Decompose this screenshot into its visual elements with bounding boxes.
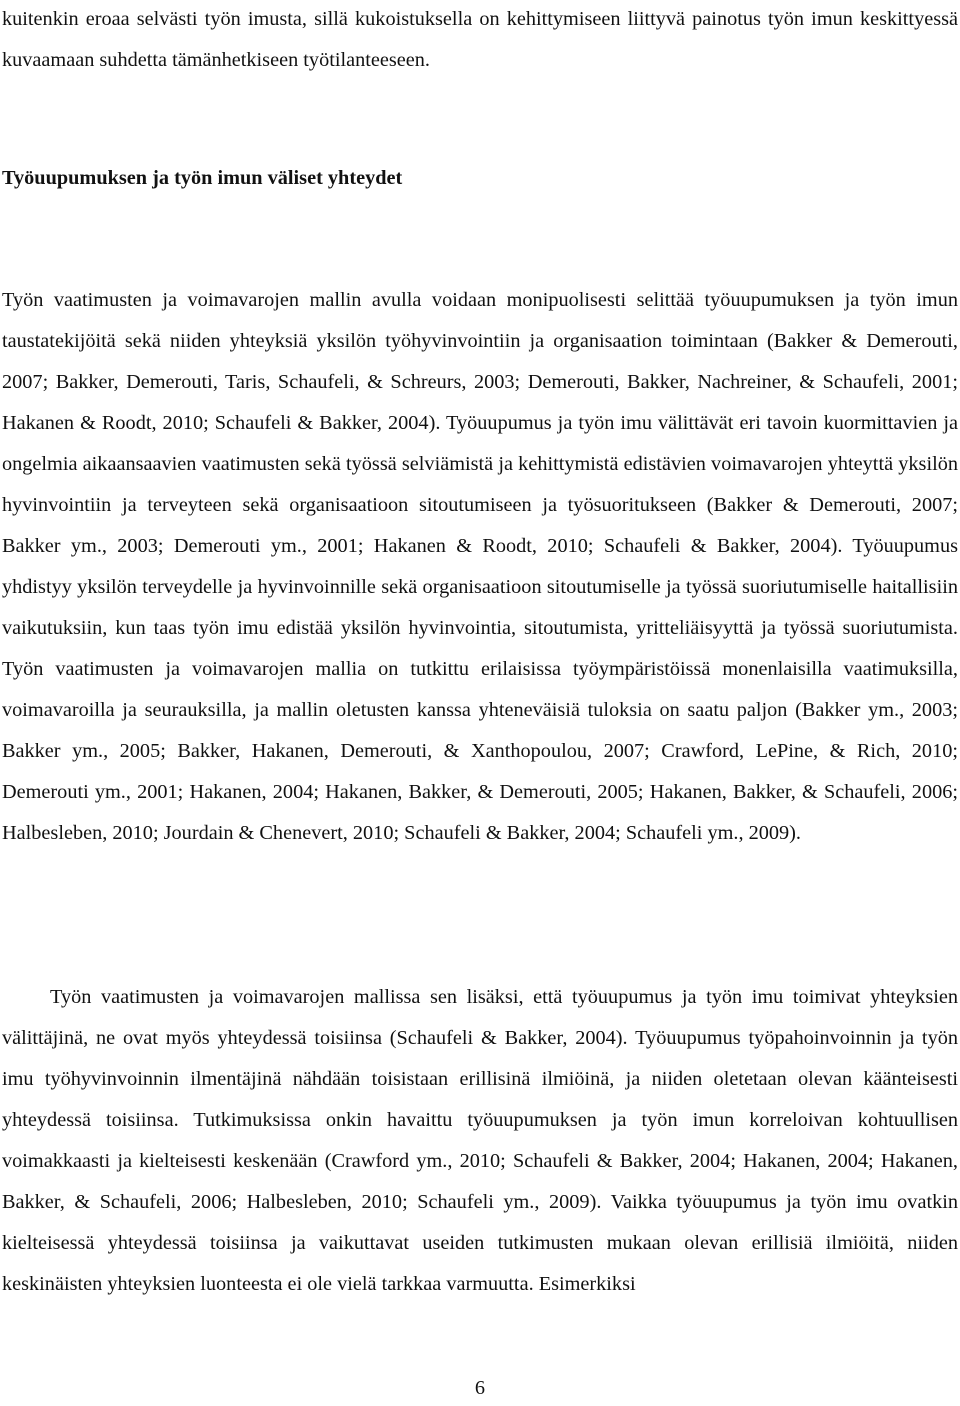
continued-paragraph: kuitenkin eroaa selvästi työn imusta, sillä kukoistuksella on kehittymiseen liittyvä painotus työn imun keskittyessä kuvaamaan suhdetta tämänhetkiseen työtilanteeseen. [2, 8, 958, 71]
page-number: 6 [474, 1377, 486, 1399]
body-paragraph-2: Työn vaatimusten ja voimavarojen mallissa sen lisäksi, että työuupumus ja työn imu toimivat yhteyksien välittäjinä, ne ovat myös yhteydessä toisiinsa (Schaufeli & Bakker, 2004). Työuupumus työpahoinvoinnin ja työn imu työhyvinvoinnin ilmentäjinä nähdään toisistaan erillisinä ilmiöinä, ja niiden oletetaan olevan käänteisesti yhteydessä toisiinsa. Tutkimuksissa onkin havaittu työuupumuksen ja työn imun korreloivan kohtuullisen voimakkaasti ja kielteisesti keskenään (Crawford ym., 2010; Schaufeli & Bakker, 2004; Hakanen, 2004; Hakanen, Bakker, & Schaufeli, 2006; Halbesleben, 2010; Schaufeli ym., 2009). Vaikka työuupumus ja työn imu ovatkin kielteisessä yhteydessä toisiinsa ja vaikuttavat useiden tutkimusten mukaan olevan erillisiä ilmiöitä, niiden keskinäisten yhteyksien luonteesta ei ole vielä tarkkaa varmuutta. Esimerkiksi [2, 986, 958, 1295]
body-paragraph-1: Työn vaatimusten ja voimavarojen mallin avulla voidaan monipuolisesti selittää työuupumuksen ja työn imun taustatekijöitä sekä niiden yhteyksiä yksilön työhyvinvointiin ja organisaation toimintaan (Bakker & Demerouti, 2007; Bakker, Demerouti, Taris, Schaufeli, & Schreurs, 2003; Demerouti, Bakker, Nachreiner, & Schaufeli, 2001; Hakanen & Roodt, 2010; Schaufeli & Bakker, 2004). Työuupumus ja työn imu välittävät eri tavoin kuormittavien ja ongelmia aikaansaavien vaatimusten sekä työssä selviämistä ja kehittymistä edistävien voimavarojen yhteyttä yksilön hyvinvointiin ja terveyteen sekä organisaatioon sitoutumiseen ja työsuoritukseen (Bakker & Demerouti, 2007; Bakker ym., 2003; Demerouti ym., 2001; Hakanen & Roodt, 2010; Schaufeli & Bakker, 2004). Työuupumus yhdistyy yksilön terveydelle ja hyvinvoinnille sekä organisaatioon sitoutumiselle ja työssä suoriutumiselle haitallisiin vaikutuksiin, kun taas työn imu edistää yksilön hyvinvointia, sitoutumista, yritteliäisyyttä ja työssä suoriutumista. Työn vaatimusten ja voimavarojen mallia on tutkittu erilaisissa työympäristöissä monenlaisilla vaatimuksilla, voimavaroilla ja seurauksilla, ja mallin oletusten kanssa yhteneväisiä tuloksia on saatu paljon (Bakker ym., 2003; Bakker ym., 2005; Bakker, Hakanen, Demerouti, & Xanthopoulou, 2007; Crawford, LePine, & Rich, 2010; Demerouti ym., 2001; Hakanen, 2004; Hakanen, Bakker, & Demerouti, 2005; Hakanen, Bakker, & Schaufeli, 2006; Halbesleben, 2010; Jourdain & Chenevert, 2010; Schaufeli & Bakker, 2004; Schaufeli ym., 2009). [2, 289, 958, 844]
section-heading: Työuupumuksen ja työn imun väliset yhteydet [2, 167, 403, 189]
